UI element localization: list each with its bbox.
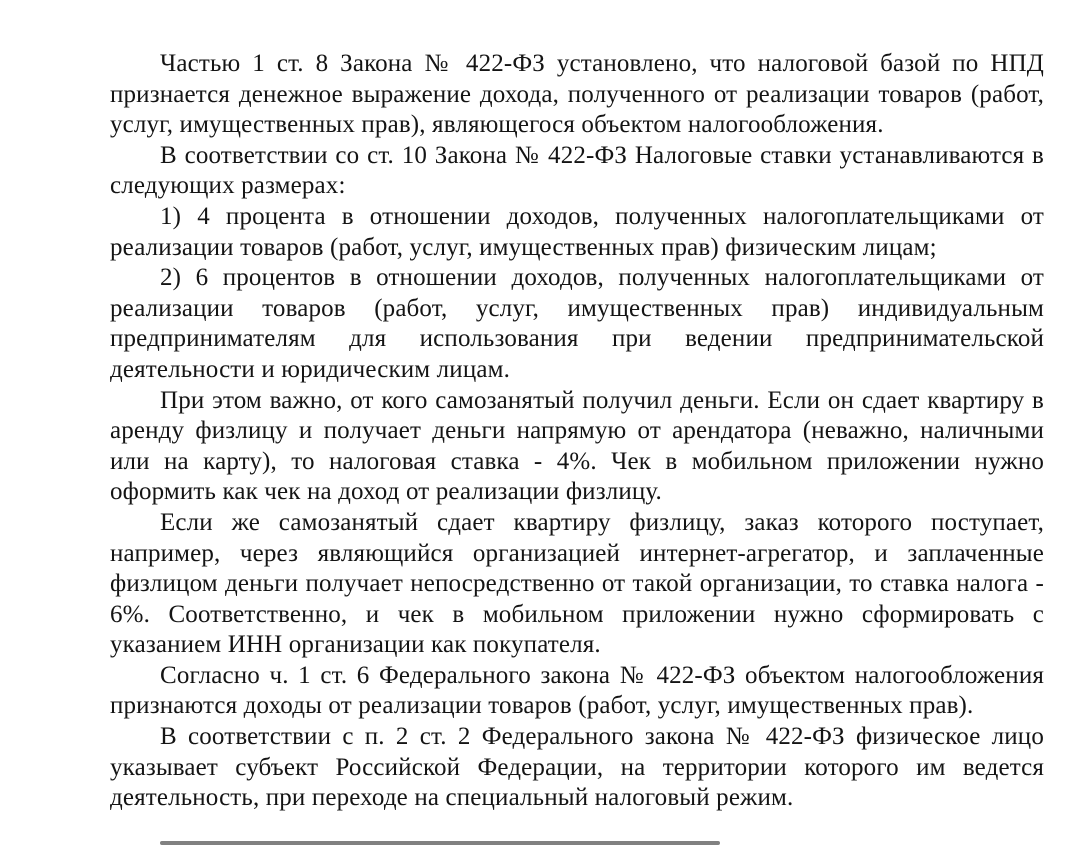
document-body (110, 49, 1044, 814)
paragraph-tax-base: Частью 1 ст. 8 Закона № 422-ФЗ установлено, что налоговой базой по НПД признается денежное выражение дохода, полученного от реализации товаров (работ, услуг, имущественных прав), являющегося объектом налогообложения. (110, 50, 1044, 139)
cut-off-text-line (160, 836, 720, 846)
paragraph-tax-rates-intro: В соответствии со ст. 10 Закона № 422-ФЗ Налоговые ставки устанавливаются в следующих размерах: (110, 141, 1044, 200)
paragraph-rate-4-percent: 1) 4 процента в отношении доходов, полученных налогоплательщиками от реализации товаров (работ, услуг, имущественных прав) физическим лицам; (110, 202, 1044, 261)
paragraph-organization-payer: Если же самозанятый сдает квартиру физлицу, заказ которого поступает, например, через являющийся организацией интернет-агрегатор, и заплаченные физлицом деньги получает непосредственно от такой организации, то ставка налога - 6%. Соответственно, и чек в мобильном приложении нужно сформировать с указанием ИНН организации как покупателя. (110, 508, 1044, 659)
paragraph-taxation-object: Согласно ч. 1 ст. 6 Федерального закона № 422-ФЗ объектом налогообложения признаются доходы от реализации товаров (работ, услуг, имущественных прав). (110, 661, 1044, 720)
paragraph-region-selection: В соответствии с п. 2 ст. 2 Федерального закона № 422-ФЗ физическое лицо указывает субъект Российской Федерации, на территории которого им ведется деятельность, при переходе на специальный налоговый режим. (110, 723, 1044, 812)
paragraph-rate-6-percent: 2) 6 процентов в отношении доходов, полученных налогоплательщиками от реализации товаров (работ, услуг, имущественных прав) индивидуальным предпринимателям для использования при ведении предпринимательской деятельности и юридическим лицам. (110, 264, 1044, 383)
paragraph-individual-payer: При этом важно, от кого самозанятый получил деньги. Если он сдает квартиру в аренду физлицу и получает деньги напрямую от арендатора (неважно, наличными или на карту), то налоговая ставка - 4%. Чек в мобильном приложении нужно оформить как чек на доход от реализации физлицу. (110, 386, 1044, 506)
